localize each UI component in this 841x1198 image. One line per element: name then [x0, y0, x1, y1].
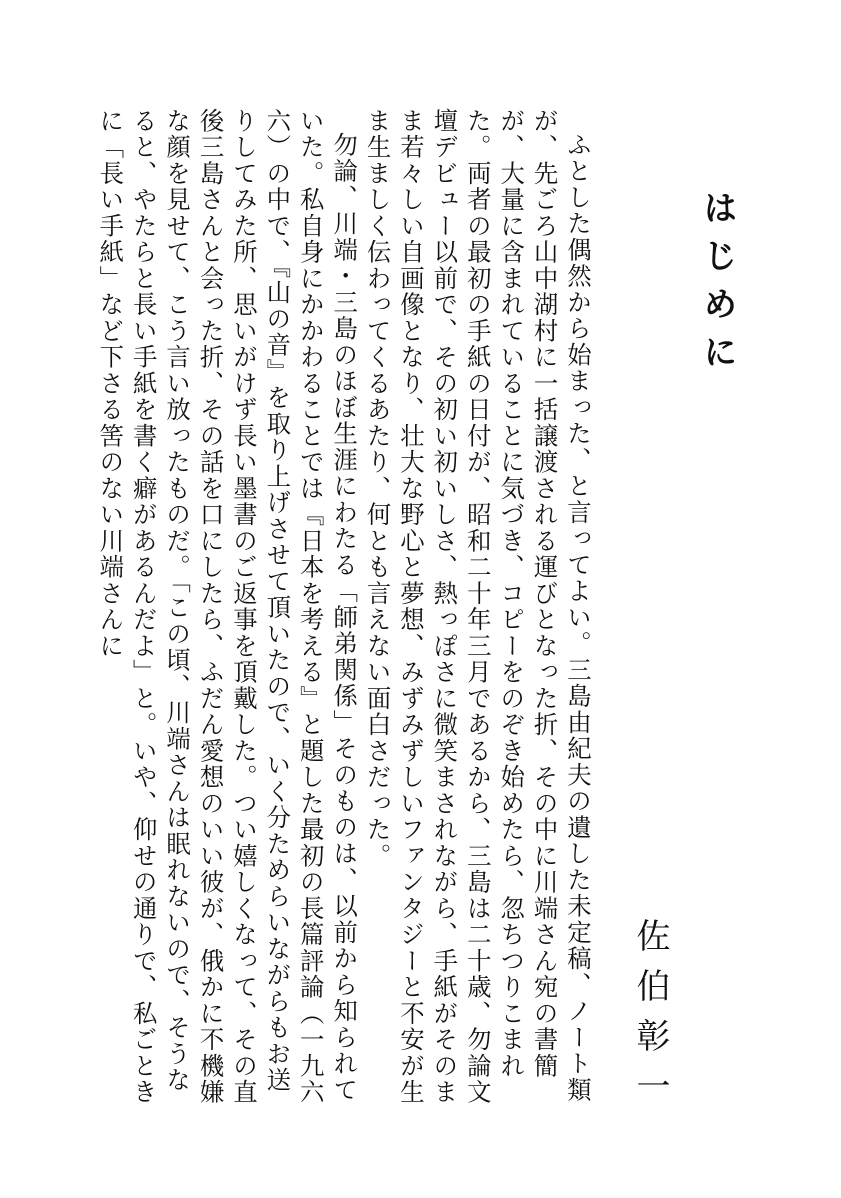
body-text: [93, 108, 594, 1118]
author-name: 佐伯彰一: [630, 918, 670, 1118]
paragraph-2: 勿論、川端・三島のほぼ生涯にわたる「師弟関係」そのものは、以前から知られていた。私自身にかかわることでは『日本を考える』と題した最初の長篇評論（一九六六）の中で、『山の音』を取り上げさせて頂いたので、いく分ためらいながらもお送りしてみた所、思いがけず長い墨書のご返事を頂戴した。つい嬉しくなって、その直後三島さんと会った折、その話を口にしたら、ふだん愛想のいい彼が、俄かに不機嫌な顔を見せて、こう言い放ったものだ。「この頃、川端さんは眠れないので、そうなると、やたらと長い手紙を書く癖があるんだよ」と。いや、仰せの通りで、私ごときに「長い手紙」など下さる筈のない川端さんに: [95, 108, 359, 1106]
chapter-title: はじめに: [697, 190, 737, 382]
paragraph-1: ふとした偶然から始まった、と言ってよい。三島由紀夫の遺した未定稿、ノート類が、先ごろ山中湖村に一括譲渡される運びとなった折、その中に川端さん宛の書簡が、大量に含まれていることに気づき、コピーをのぞき始めたら、忽ちつりこまれた。両者の最初の手紙の日付が、昭和二十年三月であるから、三島は二十歳、勿論文壇デビュー以前で、その初い初いしさ、熱っぽさに微笑まされながら、手紙がそのまま若々しい自画像となり、壮大な野心と夢想、みずみずしいファンタジーと不安が生ま生ましく伝わってくるあたり、何とも言えない面白さだった。: [362, 108, 592, 1106]
